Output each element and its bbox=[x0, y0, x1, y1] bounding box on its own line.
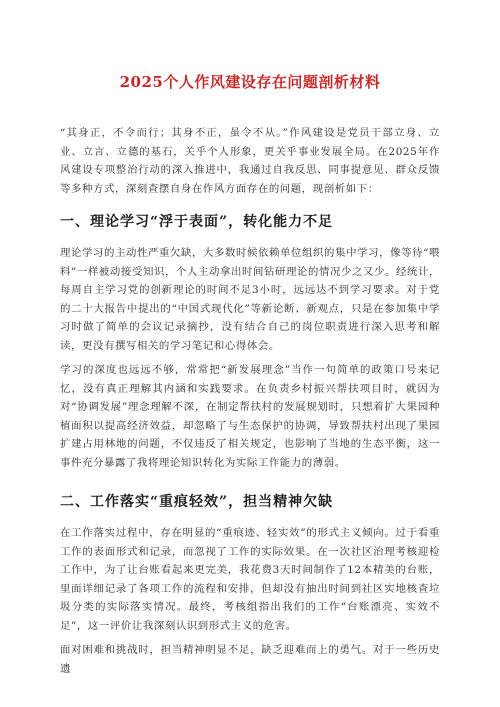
section-1-paragraph-2: 学习的深度也远远不够，常常把“新发展理念”当作一句简单的政策口号来记忆，没有真正理解其内涵和实践要求。在负责乡村振兴帮扶项目时，就因为对“协调发展”理念理解不深，在制定帮扶村的发展规划时，只想着扩大果园种植面积以提高经济效益，却忽略了与生态保护的协调，导致帮扶村出现了果园扩建占用林地的问题，不仅违反了相关规定，也影响了当地的生态平衡，这一事件充分暴露了我将理论知识转化为实际工作能力的薄弱。 bbox=[60, 364, 440, 469]
section-2-paragraph-2: 面对困难和挑战时，担当精神明显不足，缺乏迎难而上的勇气。对于一些历史遗 bbox=[60, 644, 440, 675]
intro-paragraph: “其身正，不令而行；其身不正，虽令不从。”作风建设是党员干部立身、立业、立言、立德的基石，关乎个人形象，更关乎事业发展全局。在2025年作风建设专项整治行动的深入推进中，我通过自我反思、同事提意见、群众反馈等多种方式，深刻查摆自身在作风方面存在的问题，现剖析如下： bbox=[60, 127, 440, 195]
document-title: 2025个人作风建设存在问题剖析材料 bbox=[119, 73, 381, 91]
section-1-heading: 一、理论学习“浮于表面”，转化能力不足 bbox=[60, 214, 334, 230]
section-1-paragraph-1: 理论学习的主动性严重欠缺，大多数时候依赖单位组织的集中学习，像等待“喂料”一样被动接受知识，个人主动拿出时间钻研理论的情况少之又少。经统计，每周自主学习党的创新理论的时间不足3小时，远远达不到学习要求。对于党的二十大报告中提出的“中国式现代化”等新论断、新观点，只是在参加集中学习时做了简单的会议记录摘抄，没有结合自己的岗位职责进行深入思考和解读，更没有撰写相关的学习笔记和心得体会。 bbox=[60, 247, 440, 352]
section-2-paragraph-1: 在工作落实过程中，存在明显的“重痕迹、轻实效”的形式主义倾向。过于看重工作的表面形式和记录，而忽视了工作的实际效果。在一次社区治理考核迎检工作中，为了让台账看起来更完美，我花费3天时间制作了12本精美的台账，里面详细记录了各项工作的流程和安排，但却没有抽出时间到社区实地核查垃圾分类的实际落实情况。最终，考核组指出我们的工作“台账漂亮、实效不足”，这一评价让我深刻认识到形式主义的危害。 bbox=[60, 527, 440, 632]
section-2-heading: 二、工作落实“重痕轻效”，担当精神欠缺 bbox=[60, 494, 334, 510]
